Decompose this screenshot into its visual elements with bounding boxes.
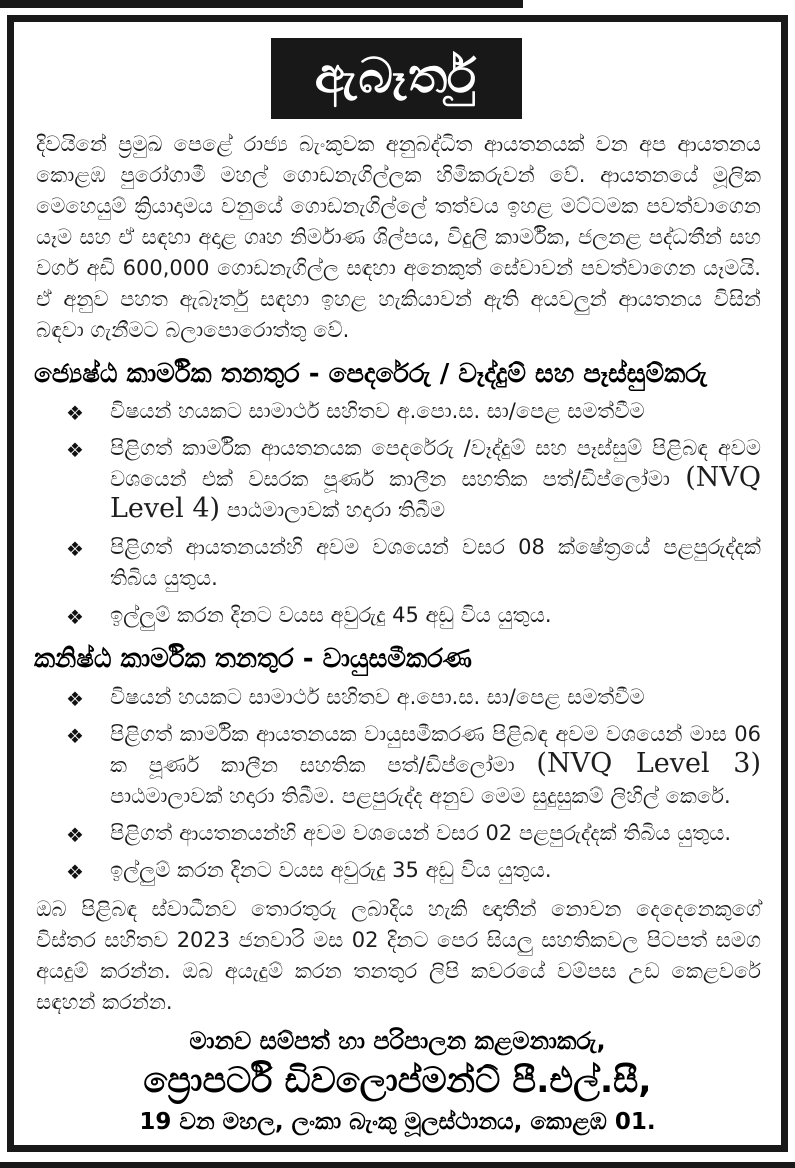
section1-requirements-list xyxy=(36,396,761,631)
intro-paragraph: දිවයිනේ ප්‍රමුඛ පෙළේ රාජ්‍ය බැංකුවක අනුබද්ධිත ආයතනයක් වන අප ආයතනය කොළඹ පුරෝගාමී මහල් ගොඩනැගිල්ලක හිමිකරුවන් වේ. ආයතනයේ මූලික මෙහෙයුම් ක්‍රියාදාමය වනුයේ ගොඩනැගිල්ලේ තත්වය ඉහළ මට්ටමක පවත්වාගෙන යෑම සහ ඒ සඳහා අදාළ ගෘහ නිර්මාණ ශිල්පය, විදුලි කාර්මික, ජලනළ පද්ධතීන් සහ වර්ග අඩි 600,000 ගොඩනැගිල්ල සඳහා අනෙකුත් සේවාවන් පවත්වාගෙන යෑමයි. ඒ අනුව පහත ඇබෑර්තු සඳහා ඉහළ හැකියාවන් ඇති අයවලුන් ආයතනය විසින් බඳවා ගැනීමට බලාපොරොත්තු වේ. xyxy=(36,131,761,342)
signatory-role: මානව සම්පත් හා පරිපාලන කළමනාකරු, xyxy=(189,1027,606,1055)
closing-paragraph: ඔබ පිළිබඳ ස්වාධීනව තොරතුරු ලබාදිය හැකි ඥාතීන් නොවන දෙදෙනෙකුගේ විස්තර සහිතව 2023 ජනවාරි මස 02 දිනට පෙර සියලු සහතිකවල පිටපත් සමග අයදුම් කරන්න. ඔබ අයැදුම් කරන තනතුර ලිපි කවරයේ වම්පස උඩ කෙළවරේ සඳහන් කරන්න. xyxy=(36,896,761,1014)
requirement-text: පාඨමාලාවක් හදාරා තිබීම xyxy=(220,498,446,523)
advertisement-body xyxy=(14,22,781,1014)
advertisement-frame xyxy=(7,15,788,1152)
vacancies-banner: ඇබෑර්තු xyxy=(271,38,522,119)
bottom-full-rule xyxy=(0,1162,795,1168)
list-item xyxy=(36,433,761,526)
company-address: 19 වන මහල, ලංකා බැංකු මූලස්ථානය, කොළඹ 01. xyxy=(139,1109,656,1135)
list-item xyxy=(36,855,761,886)
requirement-text: පිළිගත් කාර්මික ආයතනයක පෙදරේරු /වෑද්දුම් සහ පෑස්සුම් පිළිබඳ අවම වශයෙන් එක් වසරක පූර්ණ කාලීන සහතික පත්/ඩිප්ලෝමා xyxy=(110,436,761,492)
section2-heading: කනිෂ්ඨ කාර්මික තනතුර - වායුසමීකරණ xyxy=(34,644,472,675)
requirement-text: විෂයන් හයකට සාමාර්ථ සහිතව අ.පො.ස. සා/පෙළ සමත්වීම xyxy=(110,399,645,424)
banner-row xyxy=(30,38,763,119)
diamond-bullet-icon: ❖ xyxy=(66,537,84,562)
top-partial-rule xyxy=(0,0,523,8)
nvq-level-text: (NVQ Level 3) xyxy=(536,747,761,779)
diamond-bullet-icon: ❖ xyxy=(66,686,84,711)
section1-heading: ජ්‍යෙෂ්ඨ කාර්මික තනතුර - පෙදරේරු / වෑද්දුම් සහ පෑස්සුම්කරු xyxy=(34,358,708,389)
list-item xyxy=(36,818,761,849)
diamond-bullet-icon: ❖ xyxy=(66,605,84,630)
diamond-bullet-icon: ❖ xyxy=(66,822,84,847)
requirement-text: පිළිගත් ආයතනයන්හි අවම වශයෙන් වසර 02 පළපුරුද්දක් තිබිය යුතුය. xyxy=(110,820,732,845)
requirement-text: විෂයන් හයකට සාමාර්ථ සහිතව අ.පො.ස. සා/පෙළ සමත්වීම xyxy=(110,684,645,709)
requirement-text: ඉල්ලුම් කරන දිනට වයස අවුරුදු 45 අඩු විය යුතුය. xyxy=(110,603,552,628)
requirement-text: ඉල්ලුම් කරන දිනට වයස අවුරුදු 35 අඩු විය යුතුය. xyxy=(110,857,552,882)
company-name: ප්‍රොපර්ටි ඩිවලොප්මන්ට් පී.එල්.සී, xyxy=(143,1061,652,1101)
requirement-text: පිළිගත් කාර්මික ආයතනයක වායුසමීකරණ පිළිබඳ අවම වශයෙන් මාස 06 ක පූර්ණ කාලීන සහතික පත්/ඩිප්ලෝමා xyxy=(110,721,761,777)
diamond-bullet-icon: ❖ xyxy=(66,401,84,426)
list-item xyxy=(36,719,761,812)
list-item xyxy=(36,600,761,631)
diamond-bullet-icon: ❖ xyxy=(66,438,84,463)
list-item xyxy=(36,682,761,713)
requirement-text: පාඨමාලාවක් හදාරා තිබීම. පළපුරුද්ද අනුව මෙම සුදුසුකම් ලිහිල් කෙරේ. xyxy=(110,783,731,808)
nvq-level-text: (NVQ Level 4) xyxy=(110,462,761,525)
diamond-bullet-icon: ❖ xyxy=(66,859,84,884)
diamond-bullet-icon: ❖ xyxy=(66,723,84,748)
section2-requirements-list xyxy=(36,682,761,886)
requirement-text: පිළිගත් ආයතනයන්හි අවම වශයෙන් වසර 08 ක්ෂේත්‍රයේ පළපුරුද්දක් තිබිය යුතුය. xyxy=(110,535,761,591)
list-item xyxy=(36,396,761,427)
signature-block xyxy=(14,1027,781,1135)
list-item xyxy=(36,532,761,594)
